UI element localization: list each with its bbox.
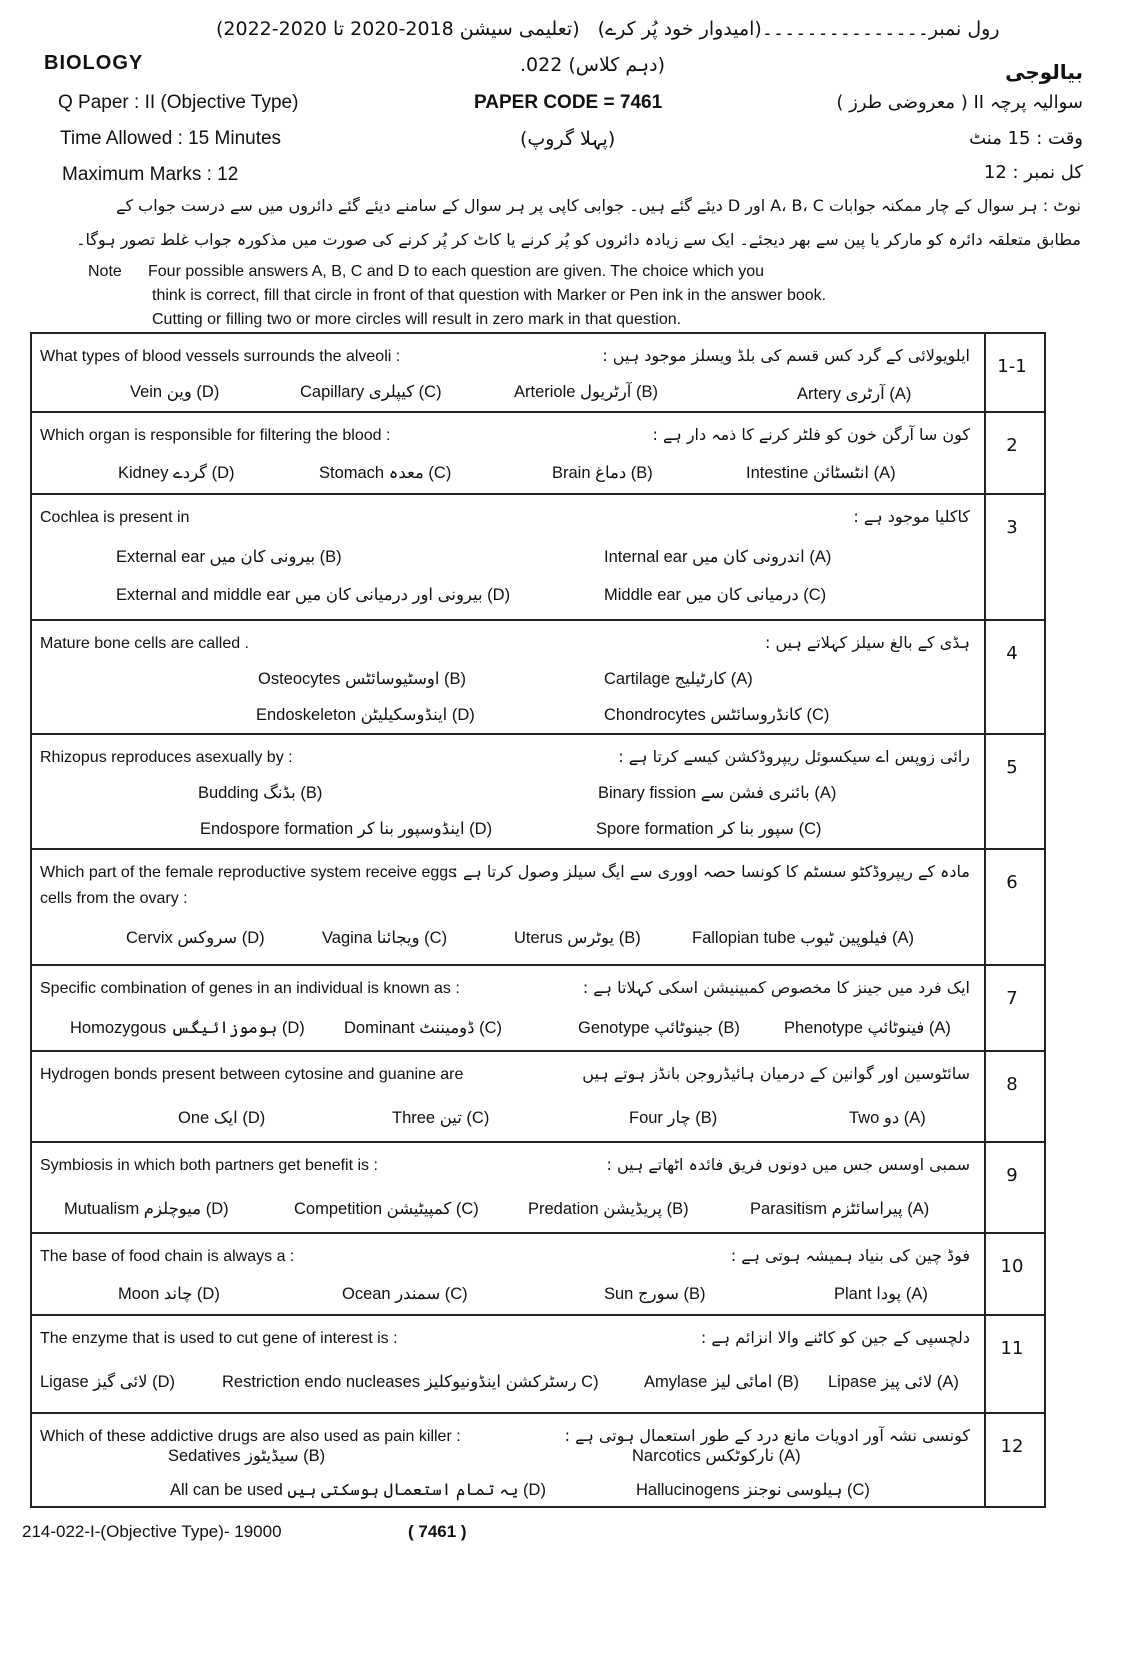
option-c: Dominant ڈومیننٹ (C) bbox=[344, 1019, 502, 1037]
question-number: 6 bbox=[1006, 872, 1018, 893]
option-a: Intestine انٹسٹائن (A) bbox=[746, 464, 896, 482]
question-text-en: Symbiosis in which both partners get benefit is : bbox=[40, 1157, 378, 1174]
option-d: Mutualism میوچلزم (D) bbox=[64, 1200, 229, 1218]
max-marks-ur: کل نمبر : 12 bbox=[983, 162, 1083, 183]
question-text-ur: مادہ کے ریپروڈکٹو سسٹم کا کونسا حصہ اووری سے ایگ سیلز وصول کرتا ہے : bbox=[452, 862, 970, 881]
question-text-ur: کونسی نشہ آور ادویات مانع درد کے طور استعمال ہوتی ہے : bbox=[564, 1426, 970, 1445]
paper-code: PAPER CODE = 7461 bbox=[474, 92, 663, 113]
footer-code-line: 214-022-I-(Objective Type)- 19000 bbox=[22, 1522, 282, 1541]
option-d: Moon چاند (D) bbox=[118, 1285, 220, 1303]
question-text-en: Rhizopus reproduces asexually by : bbox=[40, 749, 293, 766]
option-b: Osteocytes اوسٹیوسائٹس (B) bbox=[258, 670, 467, 688]
option-a: Binary fission بائنری فشن سے (A) bbox=[598, 784, 837, 802]
question-row bbox=[32, 966, 1044, 1052]
question-number: 2 bbox=[1006, 435, 1018, 456]
question-number: 12 bbox=[1000, 1436, 1024, 1457]
question-text-en-line-2: cells from the ovary : bbox=[40, 890, 188, 907]
question-text-en: Specific combination of genes in an individual is known as : bbox=[40, 980, 460, 997]
question-row bbox=[32, 334, 1044, 413]
option-b: External ear بیرونی کان میں (B) bbox=[116, 548, 342, 566]
question-text-ur: ایک فرد میں جینز کا مخصوص کمبینیشن اسکی کہلاتا ہے : bbox=[582, 978, 970, 997]
option-d: Homozygous ہوموزائیگس (D) bbox=[70, 1019, 305, 1037]
option-b: Genotype جینوٹائپ (B) bbox=[578, 1019, 740, 1037]
option-b: Arteriole آرٹریول (B) bbox=[514, 383, 658, 401]
option-c: Competition کمپیٹیشن (C) bbox=[294, 1200, 479, 1218]
option-d: Ligase لائی گیز (D) bbox=[40, 1373, 175, 1391]
option-d: Endospore formation اینڈوسپور بنا کر (D) bbox=[200, 820, 493, 838]
question-text-ur: ایلویولائی کے گرد کس قسم کی بلڈ ویسلز موجود ہیں : bbox=[602, 346, 970, 365]
question-text-ur: کون سا آرگن خون کو فلٹر کرنے کا ذمہ دار ہے : bbox=[652, 425, 970, 444]
question-number: 3 bbox=[1006, 517, 1018, 538]
option-c: Capillary کیپلری (C) bbox=[300, 383, 442, 401]
question-row bbox=[32, 850, 1044, 966]
option-a: Cartilage کارٹیلیج (A) bbox=[604, 670, 753, 688]
option-b: Budding بڈنگ (B) bbox=[198, 784, 323, 802]
time-allowed-en: Time Allowed : 15 Minutes bbox=[60, 128, 282, 149]
option-c: Middle ear درمیانی کان میں (C) bbox=[604, 586, 827, 604]
question-text-ur: سائٹوسین اور گوانین کے درمیان ہائیڈروجن بانڈز ہوتے ہیں bbox=[582, 1064, 970, 1083]
class-code: .022 (دہم کلاس) bbox=[520, 54, 666, 76]
question-row bbox=[32, 1316, 1044, 1414]
option-a: Internal ear اندرونی کان میں (A) bbox=[604, 548, 832, 566]
question-row bbox=[32, 495, 1044, 621]
time-allowed-ur: وقت : 15 منٹ bbox=[969, 128, 1083, 149]
question-number: 7 bbox=[1006, 988, 1018, 1009]
question-row bbox=[32, 1414, 1044, 1510]
note-ur-line-2: مطابق متعلقہ دائرہ کو مارکر یا پین سے بھر دیجئے۔ ایک سے زیادہ دائروں کو پُر کرنے یا کاٹ کر پُر کرنے کی صورت میں مذکورہ جواب غلط تصور ہوگا۔ bbox=[76, 230, 1081, 249]
question-number: 11 bbox=[1000, 1338, 1024, 1359]
question-text-ur: ہڈی کے بالغ سیلز کہلاتے ہیں : bbox=[764, 633, 970, 652]
question-number: 1-1 bbox=[997, 356, 1027, 377]
question-text-en: Which of these addictive drugs are also used as pain killer : bbox=[40, 1428, 461, 1445]
question-number: 9 bbox=[1006, 1165, 1018, 1186]
question-number: 5 bbox=[1006, 757, 1018, 778]
option-b: Predation پریڈیشن (B) bbox=[528, 1200, 689, 1218]
question-text-en: The base of food chain is always a : bbox=[40, 1248, 295, 1265]
question-row bbox=[32, 413, 1044, 495]
max-marks-en: Maximum Marks : 12 bbox=[62, 164, 239, 185]
question-text-en: Mature bone cells are called . bbox=[40, 635, 249, 652]
question-number: 4 bbox=[1006, 643, 1018, 664]
option-a: Phenotype فینوٹائپ (A) bbox=[784, 1019, 951, 1037]
option-b: Four چار (B) bbox=[629, 1109, 718, 1127]
option-c: Chondrocytes کانڈروسائٹس (C) bbox=[604, 706, 830, 724]
question-text-ur: سمبی اوسس جس میں دونوں فریق فائدہ اٹھاتے ہیں : bbox=[606, 1155, 970, 1174]
option-c: Spore formation سپور بنا کر (C) bbox=[596, 820, 822, 838]
option-a: Narcotics نارکوٹکس (A) bbox=[632, 1447, 801, 1465]
group-label: (پہلا گروپ) bbox=[520, 128, 616, 150]
question-number: 10 bbox=[1000, 1256, 1024, 1277]
option-d: Kidney گردے (D) bbox=[118, 464, 235, 482]
question-row bbox=[32, 621, 1044, 735]
question-text-en: The enzyme that is used to cut gene of interest is : bbox=[40, 1330, 398, 1347]
question-number: 8 bbox=[1006, 1074, 1018, 1095]
option-b: Sedatives سیڈیٹوز (B) bbox=[168, 1447, 326, 1465]
questions-table bbox=[30, 332, 1046, 1508]
note-en-line-3: Cutting or filling two or more circles will result in zero mark in that question. bbox=[152, 311, 682, 328]
option-d: Vein وین (D) bbox=[130, 383, 220, 401]
question-row bbox=[32, 1052, 1044, 1143]
roll-label: رول نمبر۔۔۔۔۔۔۔۔۔۔۔۔۔۔۔(امیدوار خود پُر کرے) bbox=[597, 18, 1000, 40]
paper-type-en: Q Paper : II (Objective Type) bbox=[58, 92, 299, 113]
roll-number-line bbox=[210, 18, 1006, 40]
paper-type-ur: سوالیہ پرچہ II ( معروضی طرز ) bbox=[836, 92, 1083, 113]
footer-paper-code: ( 7461 ) bbox=[408, 1522, 467, 1541]
option-a: Fallopian tube فیلوپین ٹیوب (A) bbox=[692, 929, 915, 947]
option-c: Hallucinogens ہیلوسی نوجنز (C) bbox=[636, 1481, 870, 1499]
question-row bbox=[32, 735, 1044, 850]
question-text-en: What types of blood vessels surrounds the alveoli : bbox=[40, 348, 401, 365]
option-c: Vagina ویجائنا (C) bbox=[322, 929, 448, 947]
subject-title-ur: بیالوجی bbox=[1005, 60, 1083, 84]
option-b: Uterus یوٹرس (B) bbox=[514, 929, 641, 947]
option-c: Stomach معدہ (C) bbox=[319, 464, 452, 482]
option-c: Restriction endo nucleases رسٹرکشن اینڈونیوکلیز C) bbox=[222, 1373, 599, 1391]
question-text-ur: کاکلیا موجود ہے : bbox=[853, 507, 970, 526]
option-d: External and middle ear بیرونی اور درمیانی کان میں (D) bbox=[116, 586, 511, 604]
option-c: Ocean سمندر (C) bbox=[342, 1285, 468, 1303]
question-text-ur: دلچسپی کے جین کو کاٹنے والا انزائم ہے : bbox=[700, 1328, 970, 1347]
option-d: One ایک (D) bbox=[178, 1109, 266, 1127]
question-row bbox=[32, 1143, 1044, 1234]
option-a: Lipase لائی پیز (A) bbox=[828, 1373, 959, 1391]
note-en-line-2: think is correct, fill that circle in front of that question with Marker or Pen ink in the answer book. bbox=[152, 287, 827, 304]
note-ur-line-1: نوٹ : ہر سوال کے چار ممکنہ جوابات A، B، C اور D دیئے گئے ہیں۔ جوابی کاپی پر ہر سوال کے سامنے دیئے گئے دائروں میں سے درست جواب کے bbox=[116, 196, 1081, 215]
option-d: All can be used یہ تمام استعمال ہوسکتی ہیں (D) bbox=[170, 1481, 546, 1499]
question-text-en: Which part of the female reproductive system receive eggs bbox=[40, 864, 457, 881]
option-a: Parasitism پیراسائٹزم (A) bbox=[750, 1200, 930, 1218]
option-d: Cervix سروکس (D) bbox=[126, 929, 265, 947]
question-text-ur: فوڈ چین کی بنیاد ہمیشہ ہوتی ہے : bbox=[730, 1246, 970, 1265]
option-b: Amylase امائی لیز (B) bbox=[644, 1373, 799, 1391]
option-a: Artery آرٹری (A) bbox=[797, 385, 912, 403]
note-label: Note bbox=[88, 263, 122, 280]
option-b: Sun سورج (B) bbox=[604, 1285, 706, 1303]
session-label: (تعلیمی سیشن 2018-2020 تا 2020-2022) bbox=[216, 18, 580, 40]
subject-title-en: BIOLOGY bbox=[44, 52, 144, 74]
option-d: Endoskeleton اینڈوسکیلیٹن (D) bbox=[256, 706, 475, 724]
note-en-line-1: Four possible answers A, B, C and D to each question are given. The choice which you bbox=[148, 263, 765, 280]
option-b: Brain دماغ (B) bbox=[552, 464, 653, 482]
option-a: Two دو (A) bbox=[849, 1109, 926, 1127]
question-row bbox=[32, 1234, 1044, 1316]
option-a: Plant پودا (A) bbox=[834, 1285, 928, 1303]
question-text-ur: رائی زوپس اے سیکسوئل ریپروڈکشن کیسے کرتا ہے : bbox=[618, 747, 970, 766]
question-text-en: Cochlea is present in bbox=[40, 509, 190, 526]
question-text-en: Which organ is responsible for filtering the blood : bbox=[40, 427, 391, 444]
question-text-en: Hydrogen bonds present between cytosine and guanine are bbox=[40, 1066, 464, 1083]
option-c: Three تین (C) bbox=[392, 1109, 490, 1127]
